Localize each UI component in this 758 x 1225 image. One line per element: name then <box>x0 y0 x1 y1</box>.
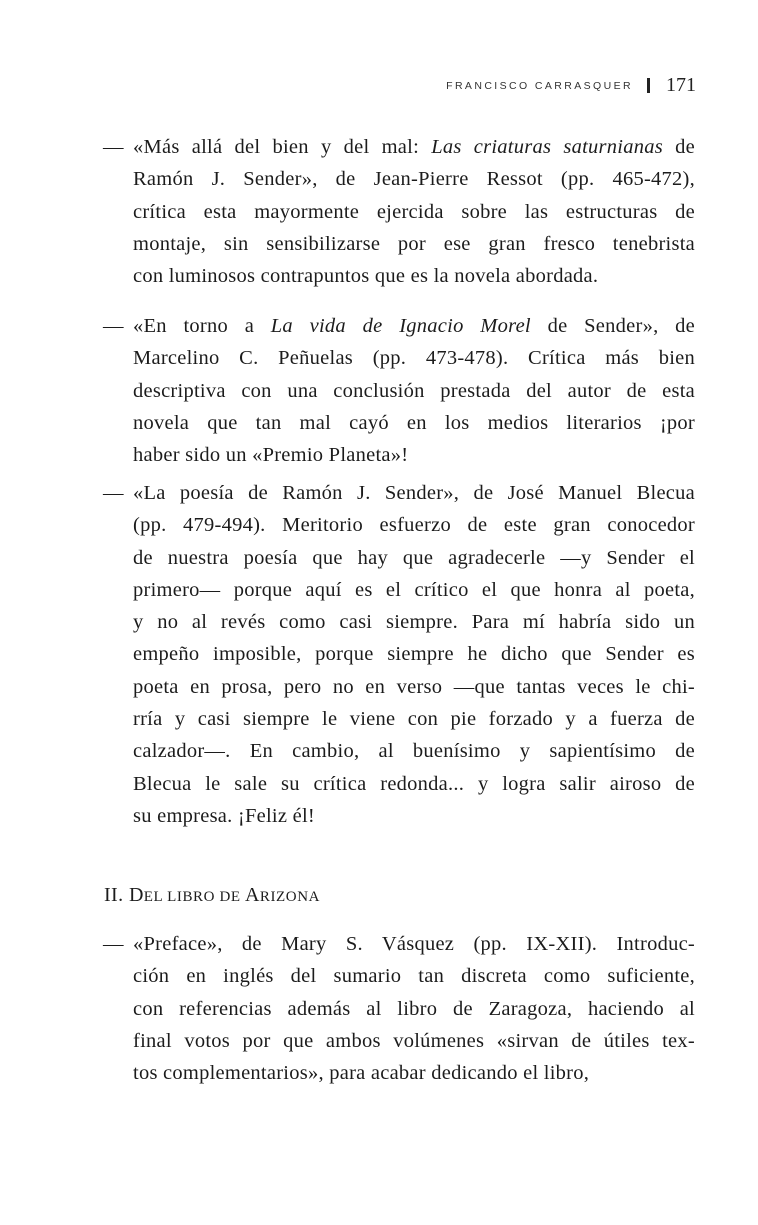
text-line: con luminosos contrapuntos que es la novela abordada. <box>133 265 599 288</box>
entry-dash: — <box>103 136 124 158</box>
section-title: DEL LIBRO DE ARIZONA <box>128 884 321 906</box>
entry-criaturas-saturnianas <box>103 131 695 292</box>
text-line: rría y casi siempre le viene con pie forzado y a fuerza de <box>133 708 695 731</box>
text-line: poeta en prosa, pero no en verso —que tantas veces le chi- <box>133 675 695 698</box>
running-head: FRANCISCO CARRASQUER <box>446 79 633 92</box>
entry-text <box>133 477 695 832</box>
text-line: de nuestra poesía que hay que agradecerle —y Sender el <box>133 546 695 569</box>
text-line: empeño imposible, porque siempre he dicho que Sender es <box>133 643 695 666</box>
book-title: La vida de Ignacio Morel <box>270 315 531 337</box>
text-line: ción en inglés del sumario tan discreta como suficiente, <box>133 965 695 988</box>
text-line: final votos por que ambos volúmenes «sirvan de útiles tex- <box>133 1029 695 1052</box>
text-line: «Más allá del bien y del mal: Las criaturas saturnianas de <box>133 136 695 158</box>
entry-dash: — <box>103 482 124 504</box>
section-heading <box>104 884 320 907</box>
text-line: primero— porque aquí es el crítico el que honra al poeta, <box>133 578 695 601</box>
entry-text <box>133 131 695 292</box>
text-line: crítica esta mayormente ejercida sobre las estructuras de <box>133 200 695 223</box>
text-line: «La poesía de Ramón J. Sender», de José Manuel Blecua <box>133 482 695 504</box>
entry-text <box>133 310 695 471</box>
header-separator <box>647 78 650 93</box>
text-line: montaje, sin sensibilizarse por ese gran fresco tenebrista <box>133 232 695 255</box>
text-line: Marcelino C. Peñuelas (pp. 473-478). Crítica más bien <box>133 347 695 370</box>
text-line: novela que tan mal cayó en los medios literarios ¡por <box>133 411 695 434</box>
text-line: Blecua le sale su crítica redonda... y logra salir airoso de <box>133 772 695 795</box>
text-line: haber sido un «Premio Planeta»! <box>133 444 409 467</box>
entry-text <box>133 928 695 1089</box>
text-line: calzador—. En cambio, al buenísimo y sapientísimo de <box>133 740 695 763</box>
text-line: con referencias además al libro de Zaragoza, haciendo al <box>133 997 695 1020</box>
entry-preface <box>103 928 695 1089</box>
text-line: (pp. 479-494). Meritorio esfuerzo de este gran conocedor <box>133 514 695 537</box>
entry-poesia-sender <box>103 477 695 832</box>
text-line: su empresa. ¡Feliz él! <box>133 804 315 827</box>
text-line: descriptiva con una conclusión prestada del autor de esta <box>133 379 695 402</box>
section-number: II. <box>104 884 124 906</box>
entry-ignacio-morel <box>103 310 695 471</box>
text-line: Ramón J. Sender», de Jean-Pierre Ressot (pp. 465-472), <box>133 168 695 191</box>
text-line: «En torno a La vida de Ignacio Morel de Sender», de <box>133 315 695 337</box>
text-line: «Preface», de Mary S. Vásquez (pp. IX-XII). Introduc- <box>133 933 695 955</box>
text-line: y no al revés como casi siempre. Para mí habría sido un <box>133 611 695 634</box>
book-title: Las criaturas saturnianas <box>431 136 663 158</box>
entry-dash: — <box>103 933 124 955</box>
text-line: tos complementarios», para acabar dedicando el libro, <box>133 1062 590 1085</box>
running-header <box>446 74 696 97</box>
entry-dash: — <box>103 315 124 337</box>
page-number: 171 <box>666 74 696 96</box>
